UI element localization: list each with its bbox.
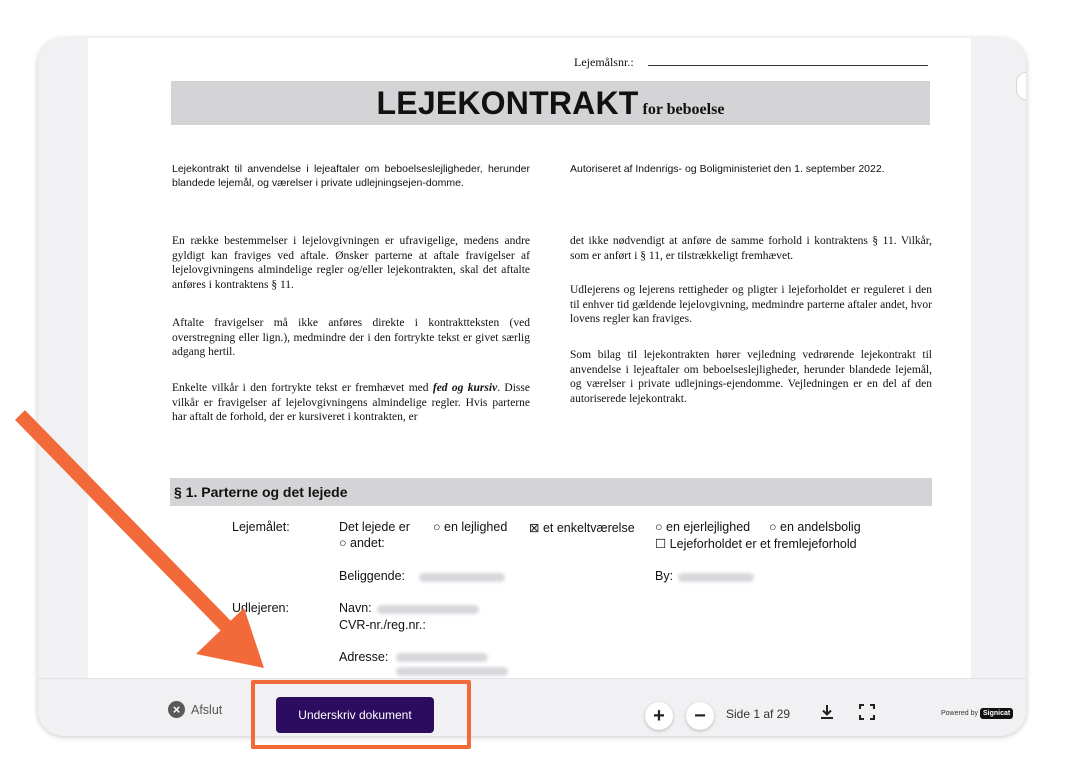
left-paragraph-1: En række bestemmelser i lejelovgivningen er ufravigelige, medens andre gyldigt kan fraviges ved aftale. Ønsker parterne at aftale fravigelser af lejelovgivningens almindelige regler og/eller lejekontrakten, skal det aftalte anføres i kontraktens § 11. <box>172 235 530 291</box>
section-1-heading: § 1. Parterne og det lejede <box>170 478 932 506</box>
adresse-label: Adresse: <box>339 650 389 664</box>
close-circle-icon: × <box>168 701 185 718</box>
left-paragraph-2: Aftalte fravigelser må ikke anføres direkte i kontraktteksten (ved overstregning eller lign.), medmindre der i den fortrykte tekst er givet særlig adgang hertil. <box>172 317 530 358</box>
udlejeren-label: Udlejeren: <box>232 601 289 615</box>
sign-document-button[interactable]: Underskriv dokument <box>276 697 434 733</box>
powered-by-label: Powered by <box>941 710 978 717</box>
left-p3-end: . Disse vilkår er fravigelser af lejelovgivningens almindelige regler. Hvis parterne har aftalt de forhold, der er kursiveret i kontrakten, er <box>172 382 530 423</box>
intro-left: Lejekontrakt til anvendelse i lejeaftaler om beboelseslejligheder, herunder blandede lejemål, og værelser i private udlejningsejen-domme. <box>172 163 530 189</box>
zoom-out-button[interactable]: − <box>686 702 714 730</box>
document-title: LEJEKONTRAKT <box>376 85 639 121</box>
by-label: By: <box>655 569 674 583</box>
zoom-in-button[interactable]: + <box>645 702 673 730</box>
annotation-highlight-box <box>251 680 471 749</box>
document-subtitle: for beboelse <box>642 101 725 118</box>
option-enkeltvaerelse[interactable]: ⊠ et enkeltværelse <box>529 521 635 535</box>
left-p3-start: Enkelte vilkår i den fortrykte tekst er fremhævet med <box>172 382 433 394</box>
det-lejede-er-label: Det lejede er <box>339 520 410 534</box>
exit-label: Afslut <box>191 702 223 717</box>
navn-label: Navn: <box>339 601 372 615</box>
option-fremlejeforhold[interactable]: ☐ Lejeforholdet er et fremlejeforhold <box>655 537 857 551</box>
signicat-logo: Signicat <box>980 708 1013 719</box>
left-p3-emphasis: fed og kursiv <box>432 382 498 394</box>
lejemaalet-label: Lejemålet: <box>232 520 290 534</box>
option-andelsbolig[interactable]: ○ en andelsbolig <box>769 520 861 534</box>
lease-number-label: Lejemålsnr.: <box>574 55 634 69</box>
option-lejlighed[interactable]: ○ en lejlighed <box>433 520 508 534</box>
page-indicator: Side 1 af 29 <box>726 707 791 721</box>
option-ejerlejlighed[interactable]: ○ en ejerlejlighed <box>655 520 751 534</box>
intro-right: Autoriseret af Indenrigs- og Boligministeriet den 1. september 2022. <box>570 163 885 175</box>
cvr-label: CVR-nr./reg.nr.: <box>339 618 426 632</box>
right-paragraph-1: det ikke nødvendigt at anføre de samme forhold i kontraktens § 11. Vilkår, som er anført i § 11, er tilstrækkeligt fremhævet. <box>570 235 932 262</box>
option-andet[interactable]: ○ andet: <box>339 536 385 550</box>
beliggende-label: Beliggende: <box>339 569 406 583</box>
right-paragraph-2: Udlejerens og lejerens rettigheder og pligter i lejeforholdet er reguleret i den til enhver tid gældende lejelovgivning, medmindre parterne aftaler andet, hvor lovens regler kan fraviges. <box>570 284 932 325</box>
right-paragraph-3: Som bilag til lejekontrakten hører vejledning vedrørende lejekontrakt til anvendelse i lejeaftaler om beboelseslejligheder, herunder blandede lejemål, og værelser i private udlejnings-ejendomme. Vejledningen er en del af den autoriserede lejekontrakt. <box>570 349 932 405</box>
